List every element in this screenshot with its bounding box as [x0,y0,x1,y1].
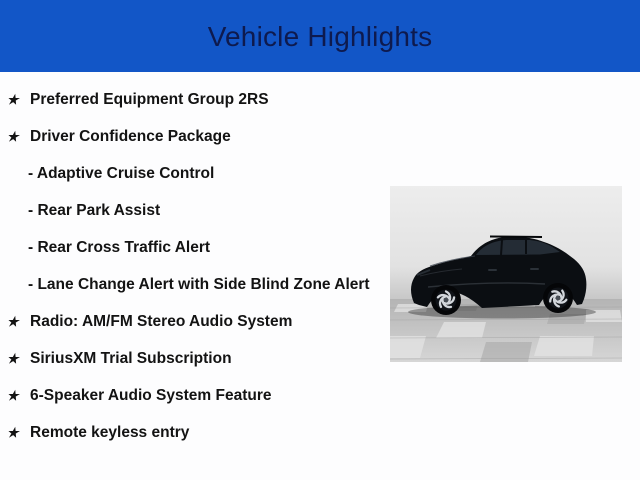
highlight-label: Remote keyless entry [30,424,190,441]
highlight-label: - Rear Park Assist [28,202,161,219]
star-bullet-icon: ★ [6,129,22,144]
highlight-label: - Lane Change Alert with Side Blind Zone Alert [28,276,370,293]
star-bullet-icon: ★ [6,92,22,107]
highlight-label: Preferred Equipment Group 2RS [30,91,269,108]
header-bar [0,0,640,72]
highlight-item [0,89,370,110]
highlight-sub-item [0,200,370,221]
vehicle-photo [390,186,622,362]
highlight-label: Driver Confidence Package [30,128,231,145]
star-bullet-icon: ★ [6,388,22,403]
roof-rail [490,237,542,238]
page-title: Vehicle Highlights [207,21,433,52]
highlight-label: - Adaptive Cruise Control [28,165,215,182]
highlight-item [0,126,370,147]
star-bullet-icon: ★ [6,425,22,440]
highlights-list [0,72,370,443]
highlight-label: Radio: AM/FM Stereo Audio System [30,313,293,330]
rear-wheel [543,283,573,313]
star-bullet-icon: ★ [6,351,22,366]
door-handle [488,269,497,271]
highlight-sub-item [0,274,370,295]
highlight-item [0,311,370,332]
highlight-label: - Rear Cross Traffic Alert [28,239,211,256]
front-wheel [431,285,461,315]
vehicle-photo-illustration [390,186,622,362]
highlight-sub-item [0,163,370,184]
highlight-item [0,422,370,443]
highlight-item [0,348,370,369]
highlight-label: 6-Speaker Audio System Feature [30,387,272,404]
star-bullet-icon: ★ [6,314,22,329]
highlight-item [0,385,370,406]
highlight-sub-item [0,237,370,258]
highlight-label: SiriusXM Trial Subscription [30,350,232,367]
door-handle [530,268,539,270]
